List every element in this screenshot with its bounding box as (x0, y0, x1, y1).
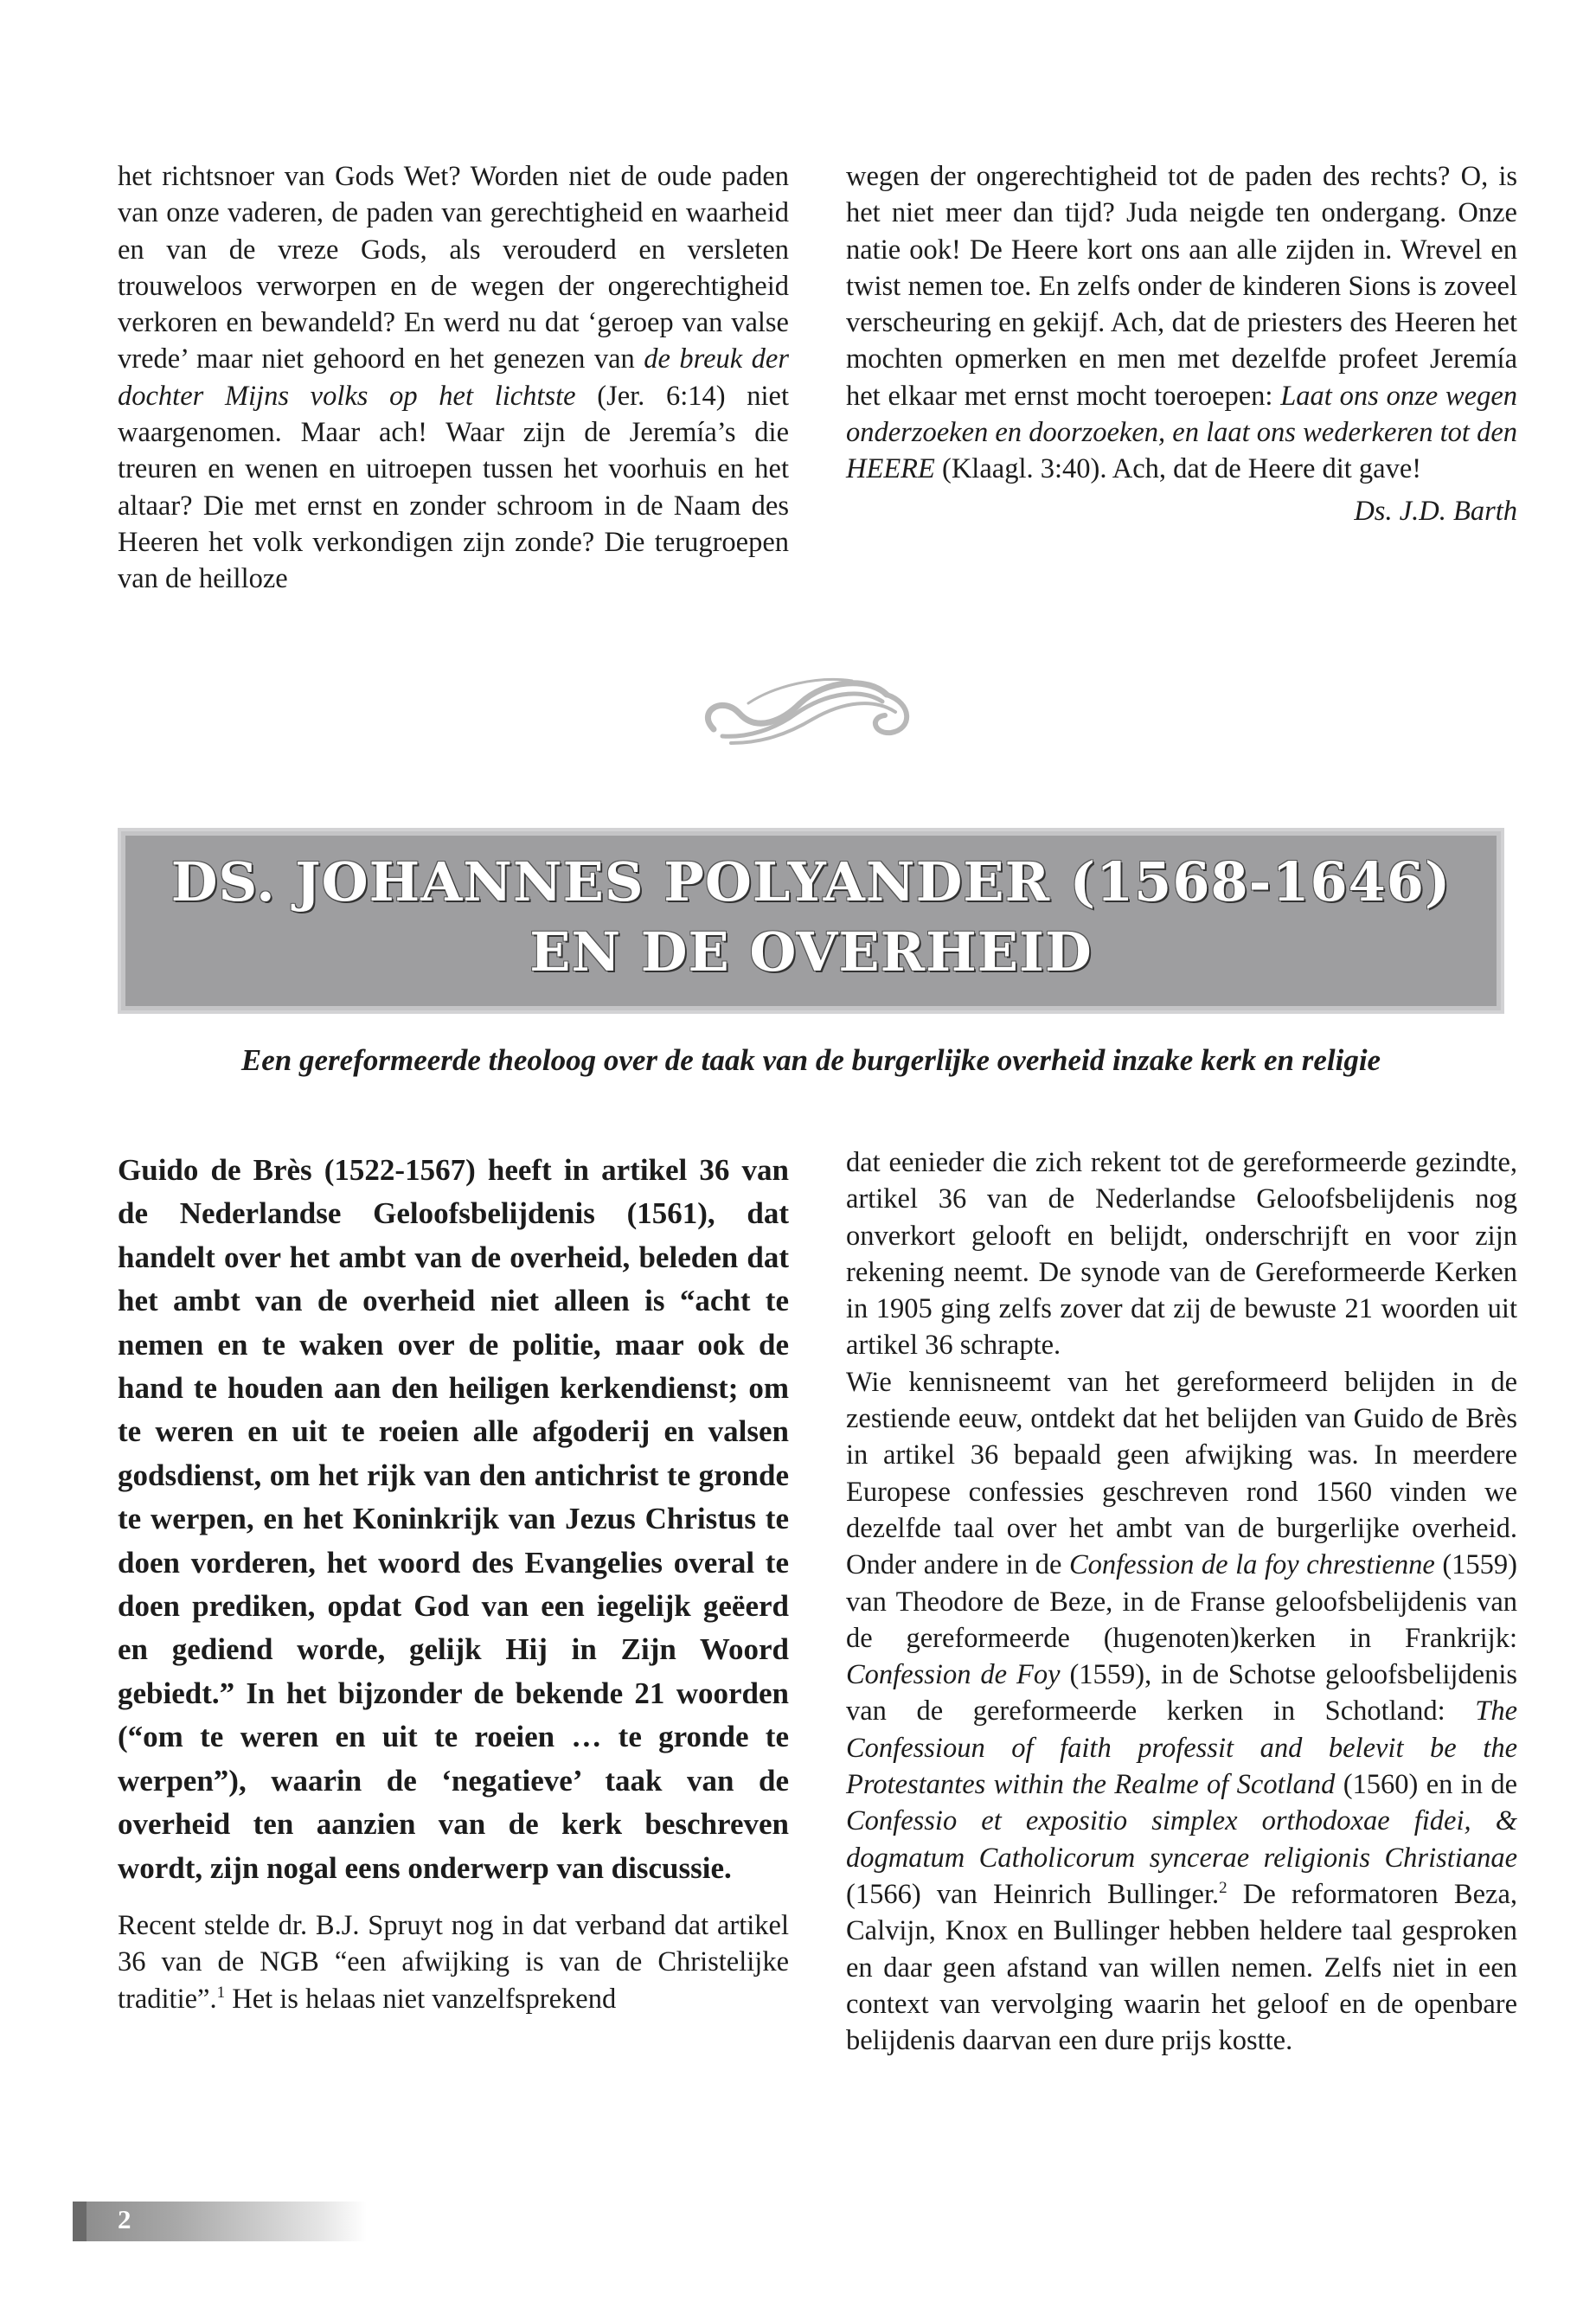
footnote-marker: 1 (216, 1983, 226, 2002)
author-signature: Ds. J.D. Barth (1354, 495, 1517, 527)
lead-paragraph: Guido de Brès (1522-1567) heeft in artikel 36 van de Nederlandse Geloofsbelijdenis (1561), dat handelt over het ambt van de overheid, beleden dat het ambt van de overheid niet alleen is “acht te nemen en te waken over de politie, maar ook de hand te houden aan den heiligen kerkendienst; om te weren en uit te roeien alle afgoderij en valsen godsdienst, om het rijk van den antichrist te gronde te werpen, en het Koninkrijk van Jezus Christus te doen vorderen, het woord des Evangelies overal te doen prediken, opdat God van een iegelijk geëerd en gediend worde, gelijk Hij in Zijn Woord gebiedt.” In het bijzonder de bekende 21 woorden (“om te weren en uit te roeien … te gronde te werpen”), waarin de ‘negatieve’ taak van de overheid ten aanzien van de kerk beschreven wordt, zijn nogal eens onderwerp van discussie. (118, 1153, 789, 1885)
article-title-line-2: EN DE OVERHEID (529, 920, 1093, 984)
top-right-paragraph: wegen der ongerechtigheid tot de paden des rechts? O, is het niet meer dan tijd? Juda neigde ten ondergang. Onze natie ook! De Heere kort ons aan alle zijden in. Wrevel en twist nemen toe. En zelfs onder de kinderen Sions is zoveel verscheuring en gekijf. Ach, dat de priesters des Heeren het mochten opmerken en men met dezelfde profeet Jeremía het elkaar met ernst mocht toeroepen: Laat ons onze wegen onderzoeken en doorzoeken, en laat ons wederkeren tot den HEERE (Klaagl. 3:40). Ach, dat de Heere dit gave! (846, 161, 1517, 485)
article-title-line-1: DS. JOHANNES POLYANDER (1568-1646) (170, 850, 1452, 913)
body-paragraph: Recent stelde dr. B.J. Spruyt nog in dat verband dat artikel 36 van de NGB “een afwijking is van de Christelijke traditie”.$^1$ Het is helaas niet vanzelfsprekend (118, 1909, 789, 2015)
footnote-marker: 2 (1219, 1879, 1227, 1898)
top-left-paragraph: het richtsnoer van Gods Wet? Worden niet de oude paden van onze vaderen, de paden van gerechtigheid en waarheid en van de vreze Gods, als verouderd en versleten trouweloos verworpen en de wegen der ongerechtigheid verkoren en bewandeld? En werd nu dat ‘geroep van valse vrede’ maar niet gehoord en het genezen van de breuk der dochter Mijns volks op het lichtste (Jer. 6:14) niet waargenomen. Maar ach! Waar zijn de Jeremía’s die treuren en wenen en uitroepen tussen het voorhuis en het altaar? Die met ernst en zonder schroom in de Naam des Heeren het volk verkondigen zijn zonde? Die terugroepen van de heilloze (118, 161, 790, 595)
page-number: 2 (118, 2204, 131, 2234)
body-paragraph: Wie kennisneemt van het gereformeerd belijden in de zestiende eeuw, ontdekt dat het belijden van Guido de Brès in artikel 36 bepaald geen afwijking was. In meerdere Europese confessies geschreven rond 1560 vinden we dezelfde taal over het ambt van de burgerlijke overheid. Onder andere in de Confession de la foy chrestienne (1559) van Theodore de Beze, in de Franse geloofsbelijdenis van de gereformeerde (hugenoten)kerken in Frankrijk: Confession de Foy (1559), in de Schotse geloofsbelijdenis van de gereformeerde kerken in Schotland: The Confessioun of faith professit and belevit be the Protestantes within the Realme of Scotland (1560) en in de Confessio et expositio simplex orthodoxae fidei, & dogmatum Catholicorum syncerae religionis Christianae (1566) van Heinrich Bullinger.$^2$ De reformatoren Beza, Calvijn, Knox en Bullinger hebben heldere taal gesproken en daar geen afstand van willen nemen. Zelfs niet in een context van vervolging waarin het geloof en de openbare belijdenis daarvan een dure prijs kostte. (846, 1366, 1517, 2057)
page-number-bar (73, 2202, 367, 2241)
article-subtitle: Een gereformeerde theoloog over de taak van de burgerlijke overheid inzake kerk en religie (240, 1043, 1381, 1077)
bottom-left-column (118, 1149, 789, 2017)
flourish-ornament-icon (696, 669, 921, 752)
body-paragraph: dat eenieder die zich rekent tot de gereformeerde gezindte, artikel 36 van de Nederlandse Geloofsbelijdenis nog onverkort gelooft en belijdt, onderschrijft en voor zijn rekening neemt. De synode van de Gereformeerde Kerken in 1905 ging zelfs zover dat zij de bewuste 21 woorden uit artikel 36 schrapte. (846, 1147, 1517, 1362)
article-title-banner (118, 828, 1504, 1014)
page-number-bar-cap (73, 2202, 87, 2241)
bottom-right-column (846, 1144, 1517, 2059)
top-right-column (846, 158, 1517, 529)
top-left-column (118, 158, 789, 598)
